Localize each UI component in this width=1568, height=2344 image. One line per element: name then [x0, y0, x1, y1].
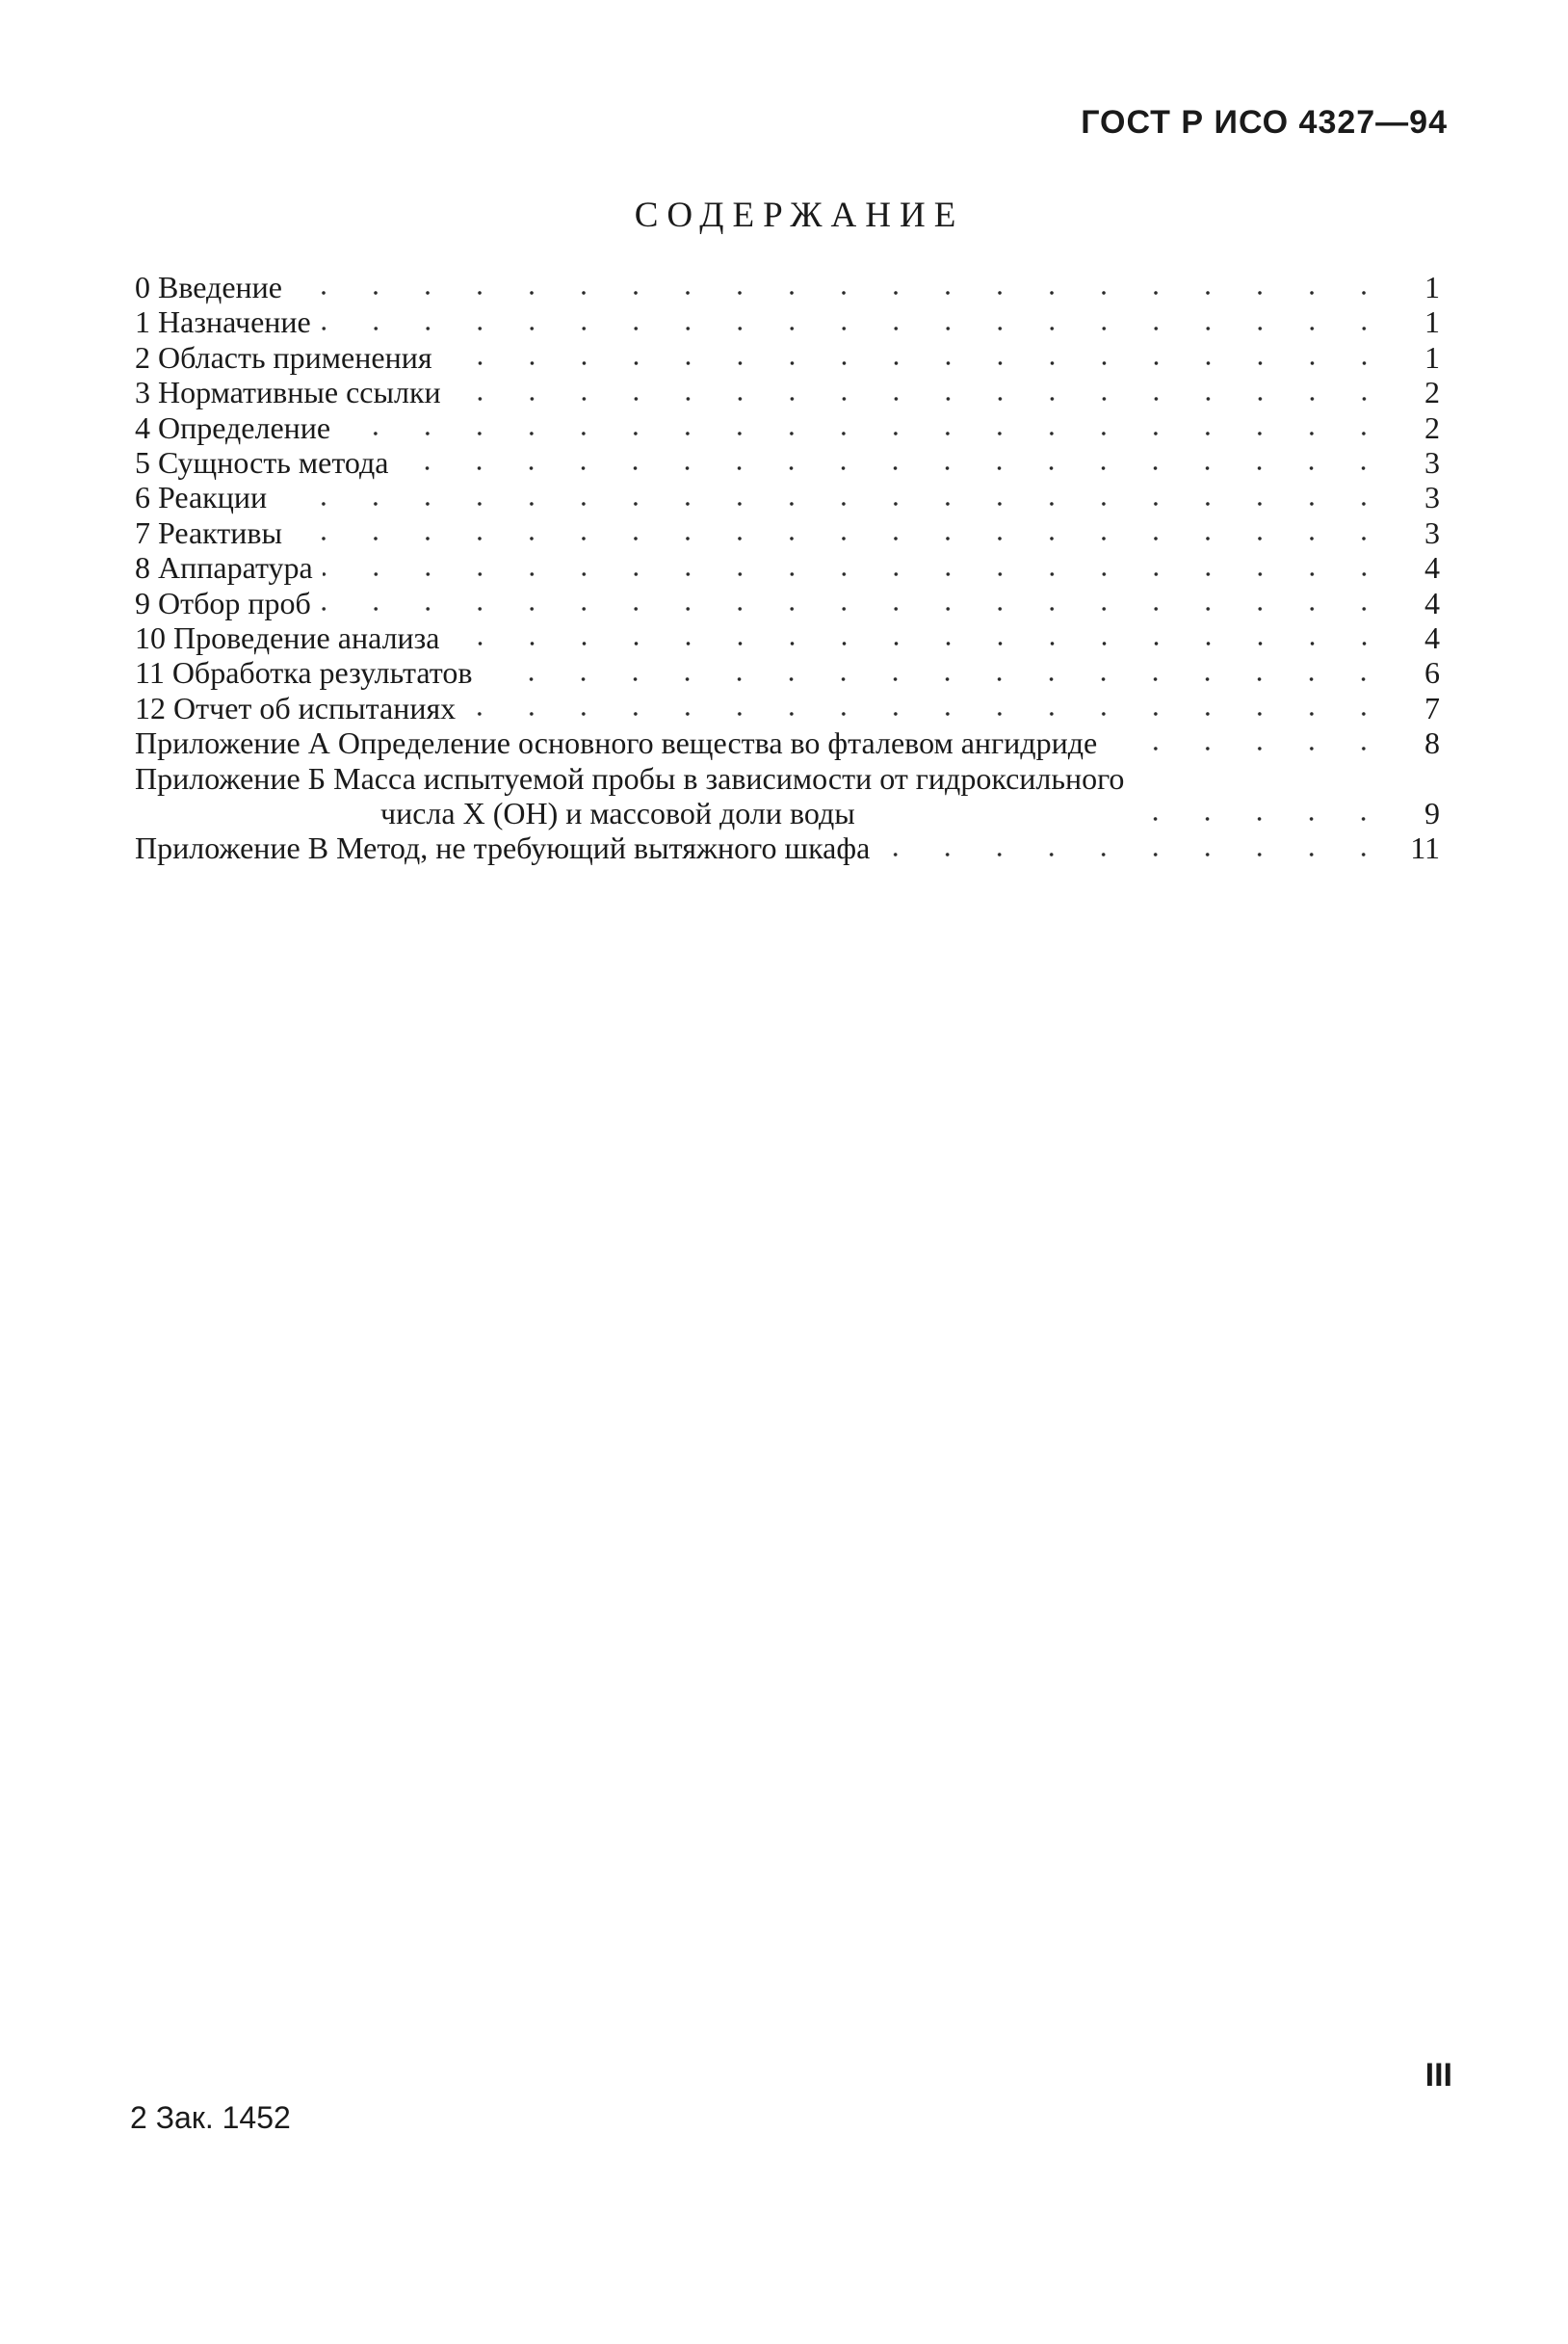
standard-designation: ГОСТ Р ИСО 4327—94	[1081, 104, 1448, 141]
toc-entry-title: 3 Нормативные ссылки	[135, 375, 451, 409]
toc-entry-title-block	[135, 761, 1134, 830]
toc-entry-title: 1 Назначение	[135, 304, 321, 339]
toc-entry-title: 9 Отбор проб	[135, 586, 321, 620]
toc-entry[interactable]	[135, 375, 1440, 409]
toc-entry-title: Приложение В Метод, не требующий вытяжного шкафа	[135, 830, 879, 865]
toc-entry-page: 11	[1410, 830, 1440, 866]
dot-leader	[292, 537, 1390, 540]
table-of-contents	[135, 270, 1440, 866]
toc-entry-title: 2 Область применения	[135, 340, 442, 375]
toc-entry-page: 3	[1424, 514, 1440, 550]
dot-leader	[450, 642, 1391, 645]
toc-entry[interactable]	[135, 760, 1440, 830]
dot-leader	[321, 607, 1390, 611]
toc-entry[interactable]	[135, 620, 1440, 655]
toc-entry[interactable]	[135, 691, 1440, 725]
toc-entry-title: 11 Обработка результатов	[135, 655, 482, 690]
toc-entry[interactable]	[135, 340, 1440, 375]
toc-entry[interactable]	[135, 410, 1440, 445]
toc-entry-title: Приложение А Определение основного вещества во фталевом ангидриде	[135, 725, 1107, 760]
toc-entry-page: 1	[1424, 270, 1440, 304]
toc-entry[interactable]	[135, 655, 1440, 690]
toc-entry-page: 6	[1424, 655, 1440, 691]
toc-entry-title: 7 Реактивы	[135, 515, 292, 550]
toc-entry-page: 2	[1424, 409, 1440, 445]
toc-entry[interactable]	[135, 725, 1440, 760]
dot-leader	[321, 327, 1390, 330]
toc-entry[interactable]	[135, 480, 1440, 514]
toc-entry-title: Приложение Б Масса испытуемой пробы в зависимости от гидроксильного	[135, 761, 1125, 797]
dot-leader	[292, 291, 1390, 295]
toc-entry[interactable]	[135, 586, 1440, 620]
dot-leader	[482, 677, 1390, 681]
dot-leader	[1107, 747, 1390, 751]
dot-leader	[442, 361, 1390, 365]
order-number: 2 Зак. 1452	[130, 2100, 291, 2135]
toc-entry-title: 0 Введение	[135, 270, 292, 304]
roman-page-number: III	[1424, 2057, 1452, 2094]
toc-entry-title: 8 Аппаратура	[135, 550, 323, 585]
toc-entry-page: 1	[1424, 339, 1440, 375]
toc-entry-title: 5 Сущность метода	[135, 445, 398, 480]
dot-leader	[451, 397, 1390, 401]
toc-entry[interactable]	[135, 830, 1440, 865]
dot-leader	[1134, 817, 1390, 821]
toc-entry[interactable]	[135, 304, 1440, 339]
toc-entry-page: 2	[1424, 375, 1440, 410]
toc-entry-page: 1	[1424, 304, 1440, 340]
toc-entry-page: 7	[1424, 690, 1440, 725]
toc-entry-page: 8	[1424, 725, 1440, 761]
toc-entry[interactable]	[135, 550, 1440, 585]
toc-entry-title: 10 Проведение анализа	[135, 620, 450, 655]
toc-entry-title: 4 Определение	[135, 410, 340, 445]
toc-entry[interactable]	[135, 445, 1440, 480]
toc-entry[interactable]	[135, 515, 1440, 550]
toc-entry-page: 3	[1424, 480, 1440, 515]
dot-leader	[323, 572, 1390, 576]
dot-leader	[276, 502, 1390, 506]
toc-entry-page: 4	[1424, 619, 1440, 655]
dot-leader	[398, 466, 1390, 470]
toc-title: СОДЕРЖАНИЕ	[634, 196, 965, 235]
toc-entry-title-continuation: числа X (OH) и массовой доли воды	[380, 796, 855, 831]
toc-entry-title: 12 Отчет об испытаниях	[135, 691, 465, 725]
toc-entry[interactable]	[135, 270, 1440, 304]
dot-leader	[465, 712, 1390, 716]
toc-entry-page: 9	[1424, 796, 1440, 831]
toc-entry-page: 4	[1424, 550, 1440, 586]
toc-entry-title: 6 Реакции	[135, 480, 276, 514]
toc-entry-page: 3	[1424, 444, 1440, 480]
dot-leader	[879, 853, 1390, 856]
toc-entry-page: 4	[1424, 585, 1440, 620]
dot-leader	[340, 432, 1390, 435]
